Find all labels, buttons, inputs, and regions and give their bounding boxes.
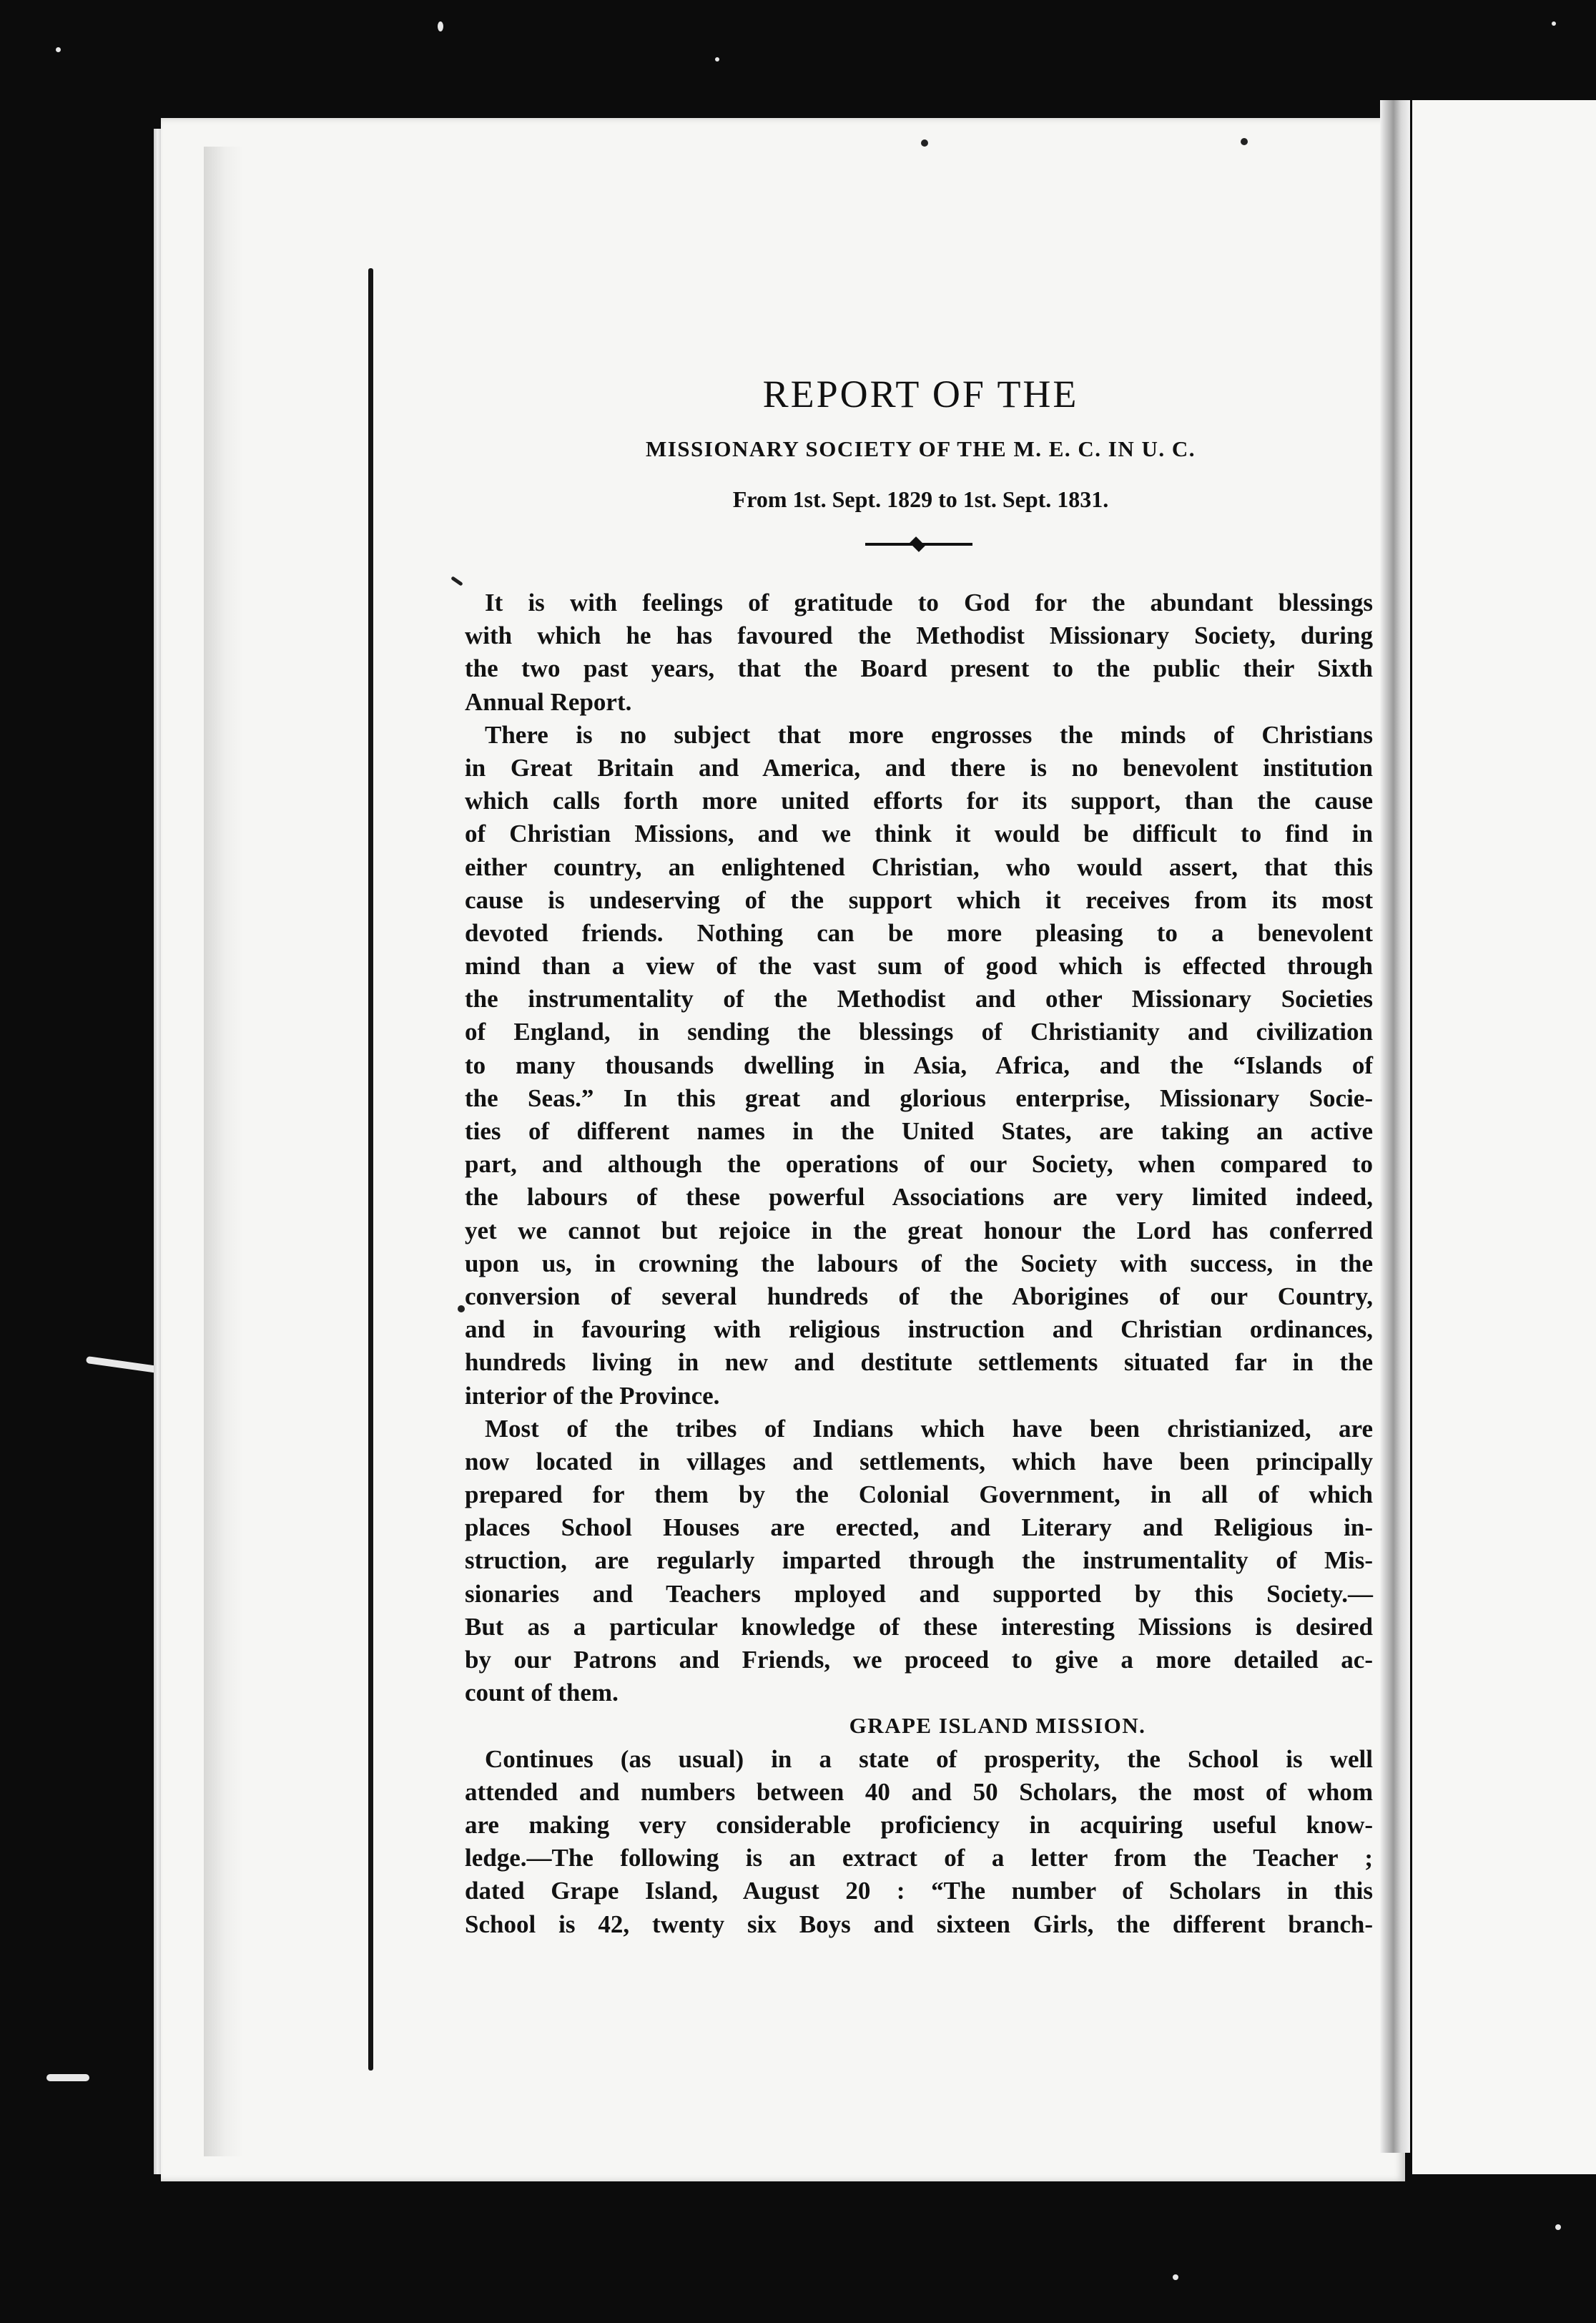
text-line: mind than a view of the vast sum of good which is effected through [465, 952, 1373, 981]
text-line: It is with feelings of gratitude to God for the abundant blessings [485, 589, 1373, 617]
text-line: hundreds living in new and destitute settlements situated far in the [465, 1348, 1373, 1377]
text-line: which calls forth more united efforts for its support, than the cause [465, 787, 1373, 815]
title-ornament [865, 539, 972, 549]
facing-page [1412, 100, 1596, 2174]
text-line: conversion of several hundreds of the Aborigines of our Country, [465, 1282, 1373, 1310]
text-line: places School Houses are erected, and Literary and Religious in- [465, 1513, 1373, 1542]
text-line: devoted friends. Nothing can be more pleasing to a benevolent [465, 918, 1373, 947]
text-line: to many thousands dwelling in Asia, Africa, and the “Islands of [465, 1051, 1373, 1079]
text-line: Annual Report. [465, 687, 632, 716]
binding-line [368, 268, 373, 2071]
margin-speck [921, 139, 928, 147]
text-line: are making very considerable proficiency in acquiring useful know- [465, 1810, 1373, 1839]
text-line: ledge.—The following is an extract of a letter from the Teacher ; [465, 1844, 1373, 1872]
dust-speck [56, 47, 61, 52]
dust-speck [1552, 21, 1556, 26]
text-line: School is 42, twenty six Boys and sixteen Girls, the different branch- [465, 1910, 1373, 1938]
report-subtitle: MISSIONARY SOCIETY OF THE M. E. C. IN U. C. [645, 436, 1196, 461]
text-line: prepared for them by the Colonial Government, in all of which [465, 1480, 1373, 1509]
left-page [161, 118, 1405, 2181]
text-line: the labours of these powerful Associations are very limited indeed, [465, 1183, 1373, 1212]
text-line: part, and although the operations of our Society, when compared to [465, 1150, 1373, 1179]
margin-mark [450, 576, 463, 586]
text-line: upon us, in crowning the labours of the Society with success, in the [465, 1249, 1373, 1277]
text-line: either country, an enlightened Christian, who would assert, that this [465, 853, 1373, 881]
text-line: attended and numbers between 40 and 50 Scholars, the most of whom [465, 1777, 1373, 1806]
margin-speck [458, 1305, 465, 1312]
text-line: ties of different names in the United States, are taking an active [465, 1117, 1373, 1145]
page-gutter [204, 147, 243, 2156]
text-line: But as a particular knowledge of these interesting Missions is desired [465, 1612, 1373, 1641]
dust-speck [1173, 2274, 1178, 2280]
section-heading: GRAPE ISLAND MISSION. [849, 1713, 1146, 1739]
text-line: cause is undeserving of the support which it receives from its most [465, 885, 1373, 914]
text-line: and in favouring with religious instruction and Christian ordinances, [465, 1315, 1373, 1344]
text-line: interior of the Province. [465, 1381, 720, 1410]
text-line: the two past years, that the Board present to the public their Sixth [465, 654, 1373, 683]
dust-speck [715, 57, 719, 62]
report-title: REPORT OF THE [762, 373, 1079, 416]
text-line: Most of the tribes of Indians which have been christianized, are [485, 1414, 1373, 1443]
text-line: now located in villages and settlements, which have been principally [465, 1447, 1373, 1475]
report-dateline: From 1st. Sept. 1829 to 1st. Sept. 1831. [732, 486, 1109, 512]
text-line: of England, in sending the blessings of Christianity and civilization [465, 1018, 1373, 1046]
text-line: sionaries and Teachers mployed and supported by this Society.— [465, 1579, 1373, 1608]
report-body [465, 586, 1373, 1941]
text-line: struction, are regularly imparted through the instrumentality of Mis- [465, 1546, 1373, 1575]
margin-speck [1241, 138, 1248, 145]
text-line: in Great Britain and America, and there is no benevolent institution [465, 753, 1373, 782]
text-line: of Christian Missions, and we think it would be difficult to find in [465, 820, 1373, 848]
text-line: with which he has favoured the Methodist Missionary Society, during [465, 622, 1373, 650]
text-line: dated Grape Island, August 20 : “The number of Scholars in this [465, 1877, 1373, 1905]
dust-speck [1555, 2224, 1561, 2230]
text-line: yet we cannot but rejoice in the great honour the Lord has conferred [465, 1216, 1373, 1244]
text-line: the instrumentality of the Methodist and other Missionary Societies [465, 985, 1373, 1013]
text-line: There is no subject that more engrosses the minds of Christians [485, 720, 1373, 749]
text-line: Continues (as usual) in a state of prosperity, the School is well [485, 1744, 1373, 1773]
text-line: the Seas.” In this great and glorious enterprise, Missionary Socie- [465, 1084, 1373, 1112]
dust-speck [438, 21, 443, 31]
text-line: count of them. [465, 1679, 619, 1707]
spine-shadow [1380, 100, 1410, 2153]
dust-speck [46, 2074, 89, 2081]
text-line: by our Patrons and Friends, we proceed to give a more detailed ac- [465, 1646, 1373, 1674]
